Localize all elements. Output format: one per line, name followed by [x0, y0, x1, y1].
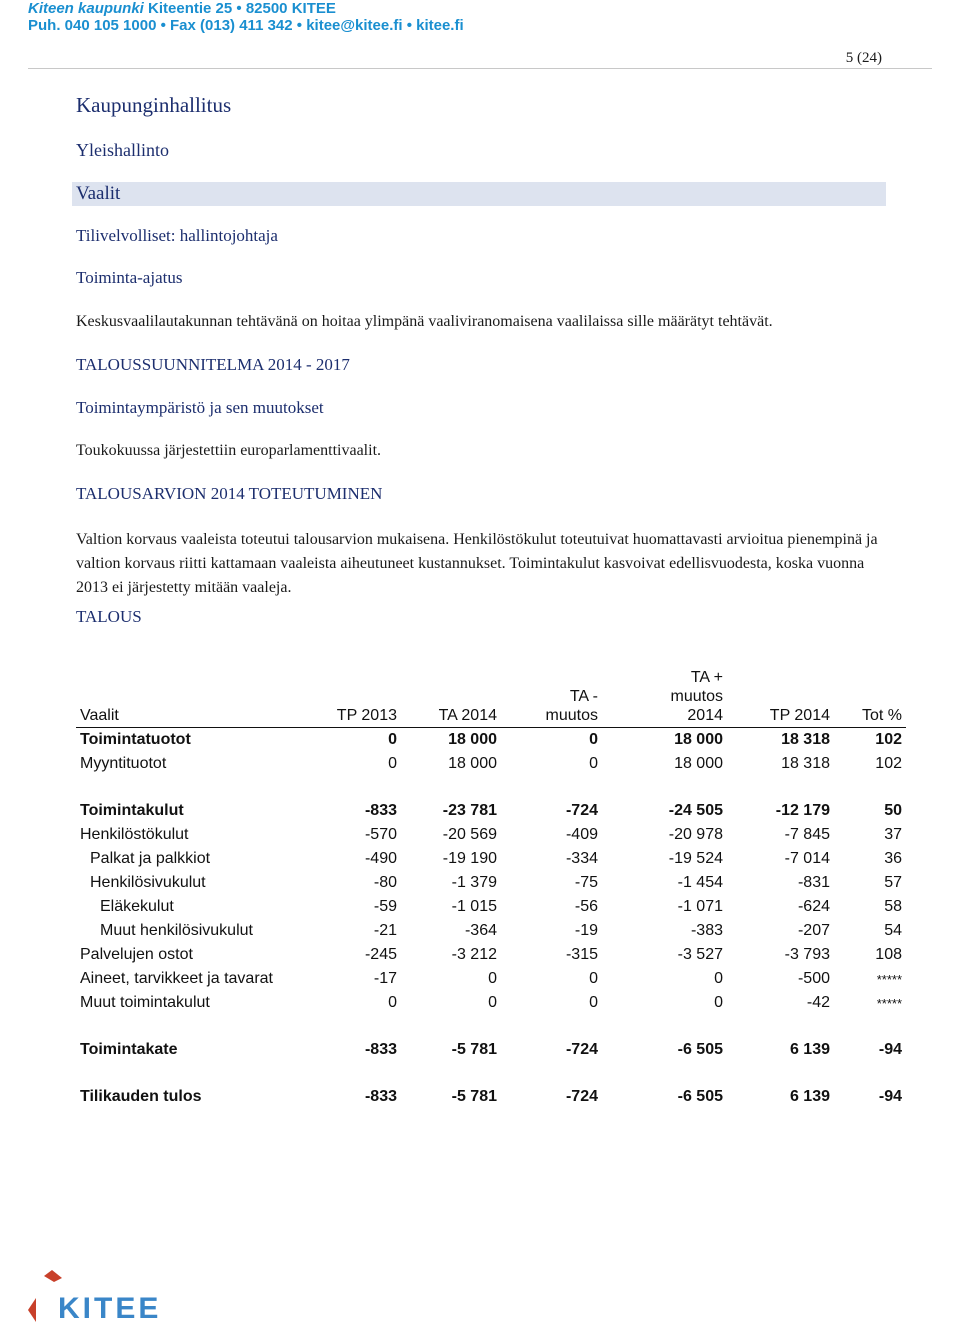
cell: 18 318 [781, 755, 830, 772]
cell: -334 [565, 850, 598, 867]
cell: -56 [574, 898, 598, 915]
table-row [76, 871, 906, 895]
col-header-tot: Tot % [834, 668, 906, 728]
cell: -1 015 [451, 898, 497, 915]
table-header-row [76, 668, 906, 728]
table-row [76, 799, 906, 823]
cell: -831 [797, 874, 830, 891]
cell: -833 [364, 1088, 397, 1105]
cell: -833 [364, 802, 397, 819]
spacer-row [76, 776, 906, 799]
section-subtitle: Yleishallinto [76, 140, 169, 160]
row-label: Henkilöstökulut [80, 826, 189, 843]
brand-name: Kiteen kaupunki [28, 0, 144, 17]
cell: -1 454 [677, 874, 723, 891]
cell: -59 [373, 898, 397, 915]
cell: 6 139 [789, 1088, 830, 1105]
cell: -3 527 [677, 946, 723, 963]
cell: 54 [884, 922, 902, 939]
cell: 0 [388, 994, 397, 1011]
cell: -383 [690, 922, 723, 939]
finance-heading: TALOUS [76, 607, 142, 626]
cell: -3 793 [784, 946, 830, 963]
table-row [76, 991, 906, 1015]
col-header-tp2014: TP 2014 [727, 668, 834, 728]
col-header-tp2013: TP 2013 [322, 668, 401, 728]
responsible-line: Tilivelvolliset: hallintojohtaja [76, 226, 278, 245]
table-row [76, 728, 906, 753]
cell: -833 [364, 1041, 397, 1058]
col-header-ta2014: TA 2014 [401, 668, 501, 728]
cell: 0 [488, 994, 497, 1011]
cell: -570 [364, 826, 397, 843]
row-label: Eläkekulut [100, 898, 174, 915]
table-row [76, 752, 906, 776]
cell: 6 139 [789, 1041, 830, 1058]
cell: 0 [589, 970, 598, 987]
logo-red-arrow [28, 1298, 36, 1322]
cell: -12 179 [775, 802, 830, 819]
contact-line: Puh. 040 105 1000 • Fax (013) 411 342 • kitee@kitee.fi • kitee.fi [28, 17, 464, 34]
cell: -724 [565, 802, 598, 819]
table-row [76, 919, 906, 943]
cell: -724 [565, 1088, 598, 1105]
table-row [76, 823, 906, 847]
table-row [76, 847, 906, 871]
table-row [76, 967, 906, 991]
cell: -7 845 [784, 826, 830, 843]
cell: -19 [574, 922, 598, 939]
cell: -75 [574, 874, 598, 891]
cell: 57 [884, 874, 902, 891]
cell: -80 [373, 874, 397, 891]
row-label: Palkat ja palkkiot [90, 850, 211, 867]
cell: ***** [876, 995, 902, 1011]
cell: ***** [876, 971, 902, 987]
row-label: Palvelujen ostot [80, 946, 193, 963]
logo-wordmark: KITEE [58, 1292, 162, 1325]
environment-text: Toukokuussa järjestettiin europarlamenttivaalit. [76, 442, 382, 459]
kitee-logo [22, 1268, 192, 1328]
cell: -1 379 [451, 874, 497, 891]
cell: -3 212 [451, 946, 497, 963]
cell: 0 [488, 970, 497, 987]
cell: -364 [464, 922, 497, 939]
row-label: Muut henkilösivukulut [100, 922, 253, 939]
mission-text: Keskusvaalilautakunnan tehtävänä on hoitaa ylimpänä vaaliviranomaisena vaalilaissa sille määrätyt tehtävät. [76, 313, 773, 330]
cell: -19 524 [668, 850, 723, 867]
table-row [76, 1085, 906, 1109]
cell: -6 505 [677, 1041, 723, 1058]
row-label: Tilikauden tulos [80, 1088, 202, 1105]
page-title: Kaupunginhallitus [76, 93, 232, 117]
cell: -23 781 [442, 802, 497, 819]
page-number: 5 (24) [845, 50, 882, 66]
cell: 0 [388, 755, 397, 772]
budget-heading: TALOUSARVION 2014 TOTEUTUMINEN [76, 484, 383, 503]
row-label: Aineet, tarvikkeet ja tavarat [80, 970, 273, 987]
row-label: Toimintatuotot [80, 731, 191, 748]
cell: -21 [373, 922, 397, 939]
col-header-ta-muutos: TA - muutos [501, 668, 602, 728]
cell: 108 [875, 946, 902, 963]
row-label: Henkilösivukulut [90, 874, 206, 891]
cell: -724 [565, 1041, 598, 1058]
cell: 50 [884, 802, 902, 819]
cell: -19 190 [442, 850, 497, 867]
cell: 102 [875, 755, 902, 772]
plan-heading: TALOUSSUUNNITELMA 2014 - 2017 [76, 355, 350, 374]
cell: 0 [388, 731, 397, 748]
logo-red-leaf [44, 1270, 62, 1282]
cell: -20 978 [668, 826, 723, 843]
cell: 37 [884, 826, 902, 843]
mission-heading: Toiminta-ajatus [76, 268, 183, 287]
header-divider [28, 68, 932, 69]
cell: 18 000 [448, 731, 497, 748]
cell: -20 569 [442, 826, 497, 843]
table-row [76, 1038, 906, 1062]
cell: -500 [797, 970, 830, 987]
cell: -7 014 [784, 850, 830, 867]
cell: 0 [589, 731, 598, 748]
letterhead [28, 0, 464, 34]
cell: -5 781 [451, 1088, 497, 1105]
cell: -624 [797, 898, 830, 915]
cell: -409 [565, 826, 598, 843]
cell: 58 [884, 898, 902, 915]
cell: -5 781 [451, 1041, 497, 1058]
row-label: Toimintakate [80, 1041, 178, 1058]
cell: 102 [875, 731, 902, 748]
spacer-row [76, 1015, 906, 1038]
cell: -94 [878, 1041, 902, 1058]
cell: -490 [364, 850, 397, 867]
cell: -207 [797, 922, 830, 939]
cell: 36 [884, 850, 902, 867]
cell: -17 [373, 970, 397, 987]
cell: -24 505 [668, 802, 723, 819]
cell: 18 318 [781, 731, 830, 748]
cell: 0 [714, 970, 723, 987]
cell: -1 071 [677, 898, 723, 915]
cell: -6 505 [677, 1088, 723, 1105]
row-label: Muut toimintakulut [80, 994, 210, 1011]
cell: -94 [878, 1088, 902, 1105]
col-header-ta-plus-muutos: TA + muutos 2014 [602, 668, 727, 728]
cell: 0 [589, 994, 598, 1011]
environment-heading: Toimintaympäristö ja sen muutokset [76, 398, 324, 417]
row-label: Toimintakulut [80, 802, 184, 819]
budget-text: Valtion korvaus vaaleista toteutui talousarvion mukaisena. Henkilöstökulut toteutuivat huomattavasti arvioitua pienempinä ja valtion korvaus riitti kattamaan vaaleista aiheutuneet kustannukset. Toimintakulut kasvoivat edellisvuodesta, koska vuonna 2013 ei järjestetty mitään vaaleja. [76, 531, 878, 596]
cell: -315 [565, 946, 598, 963]
cell: 0 [589, 755, 598, 772]
cell: -42 [806, 994, 830, 1011]
finance-table [76, 668, 906, 1109]
address: Kiteentie 25 • 82500 KITEE [148, 0, 336, 17]
col-header-label: Vaalit [76, 668, 322, 728]
spacer-row [76, 1062, 906, 1085]
cell: 0 [714, 994, 723, 1011]
cell: 18 000 [674, 755, 723, 772]
table-row [76, 943, 906, 967]
unit-title: Vaalit [76, 183, 121, 204]
cell: -245 [364, 946, 397, 963]
unit-band [72, 182, 886, 206]
table-row [76, 895, 906, 919]
cell: 18 000 [448, 755, 497, 772]
cell: 18 000 [674, 731, 723, 748]
row-label: Myyntituotot [80, 755, 167, 772]
